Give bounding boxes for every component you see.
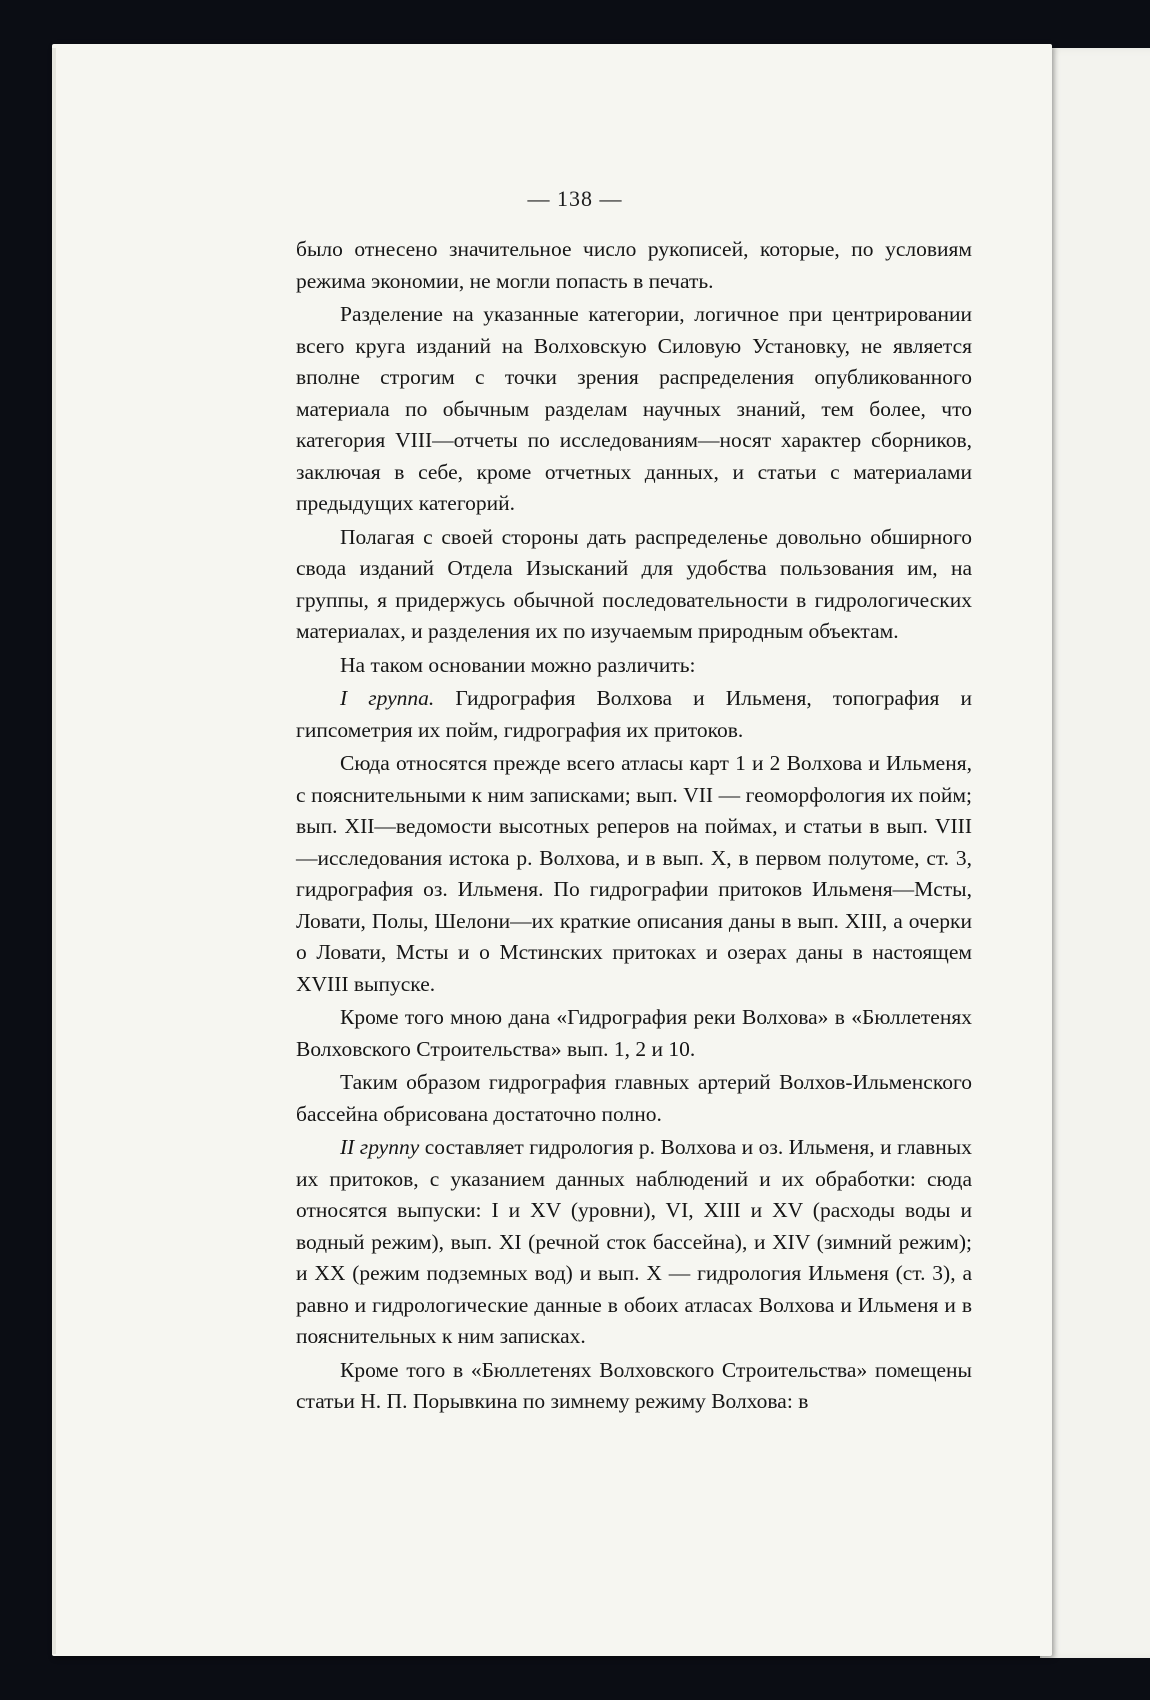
paragraph — [296, 522, 972, 648]
paragraph-text: Сюда относятся прежде всего атласы карт 1 и 2 Волхова и Ильменя, с пояснительными к ним записками; вып. VII — геоморфология их пойм; вып. XII—ведомости высотных реперов на поймах, и статьи в вып. VIII—исследования истока р. Волхова, и в вып. X, в первом полутоме, ст. 3, гидрография оз. Ильменя. По гидрографии притоков Ильменя—Мсты, Ловати, Полы, Шелони—их краткие описания даны в вып. XIII, а очерки о Ловати, Мсты и о Мстинских притоках и озерах даны в настоящем XVIII выпуске. — [296, 751, 972, 996]
paragraph — [296, 234, 972, 297]
paragraph-text: Кроме того мною дана «Гидрография реки Волхова» в «Бюллетенях Волховского Строительства» вып. 1, 2 и 10. — [296, 1005, 972, 1061]
paragraph-text: Кроме того в «Бюллетенях Волховского Строительства» помещены статьи Н. П. Порывкина по зимнему режиму Волхова: в — [296, 1357, 972, 1413]
paragraph — [296, 1067, 972, 1130]
paragraph-text: Гидрография Волхова и Ильменя, топография и гипсометрия их пойм, гидрография их притоков. — [296, 686, 972, 742]
adjacent-page-edge — [1040, 48, 1150, 1658]
paragraph-text: Таким образом гидрография главных артерий Волхов-Ильменского бассейна обрисована достаточно полно. — [296, 1070, 972, 1126]
group-heading: II группу — [340, 1135, 420, 1159]
paragraph-text: На таком основании можно различить: — [340, 652, 696, 677]
paragraph — [296, 1132, 972, 1353]
paragraph-text: Полагая с своей стороны дать распределенье довольно обширного свода изданий Отдела Изысканий для удобства пользования им, на группы, я придержусь обычной последовательности в гидрологических материалах, и разделения их по изучаемым природным объектам. — [296, 524, 972, 643]
paragraph — [296, 299, 972, 520]
body-text — [296, 234, 972, 1420]
paragraph — [296, 683, 972, 746]
paragraph-text: составляет гидрология р. Волхова и оз. Ильменя, и главных их притоков, с указанием данных наблюдений и их обработки: сюда относятся выпуски: I и XV (уровни), VI, XIII и XV (расходы воды и водный режим), вып. XI (речной сток бассейна), и XIV (зимний режим); и XX (режим подземных вод) и вып. X — гидрология Ильменя (ст. 3), а равно и гидрологические данные в обоих атласах Волхова и Ильменя и в пояснительных к ним записках. — [296, 1135, 972, 1348]
page-edge-shadow — [52, 48, 56, 1654]
page-number: — 138 — — [527, 186, 623, 211]
paragraph — [296, 1355, 972, 1418]
paragraph — [296, 748, 972, 1000]
paragraph — [296, 1002, 972, 1065]
paragraph-text: Разделение на указанные категории, логичное при центрировании всего круга изданий на Волховскую Силовую Установку, не является вполне строгим с точки зрения распределения опубликованного материала по обычным разделам научных знаний, тем более, что категория VIII—отчеты по исследованиям—носят характер сборников, заключая в себе, кроме отчетных данных, и статьи с материалами предыдущих категорий. — [296, 302, 972, 515]
group-heading: I группа. — [340, 686, 435, 710]
paragraph-text: было отнесено значительное число рукописей, которые, по условиям режима экономии, не могли попасть в печать. — [296, 237, 972, 293]
paragraph — [296, 650, 972, 682]
